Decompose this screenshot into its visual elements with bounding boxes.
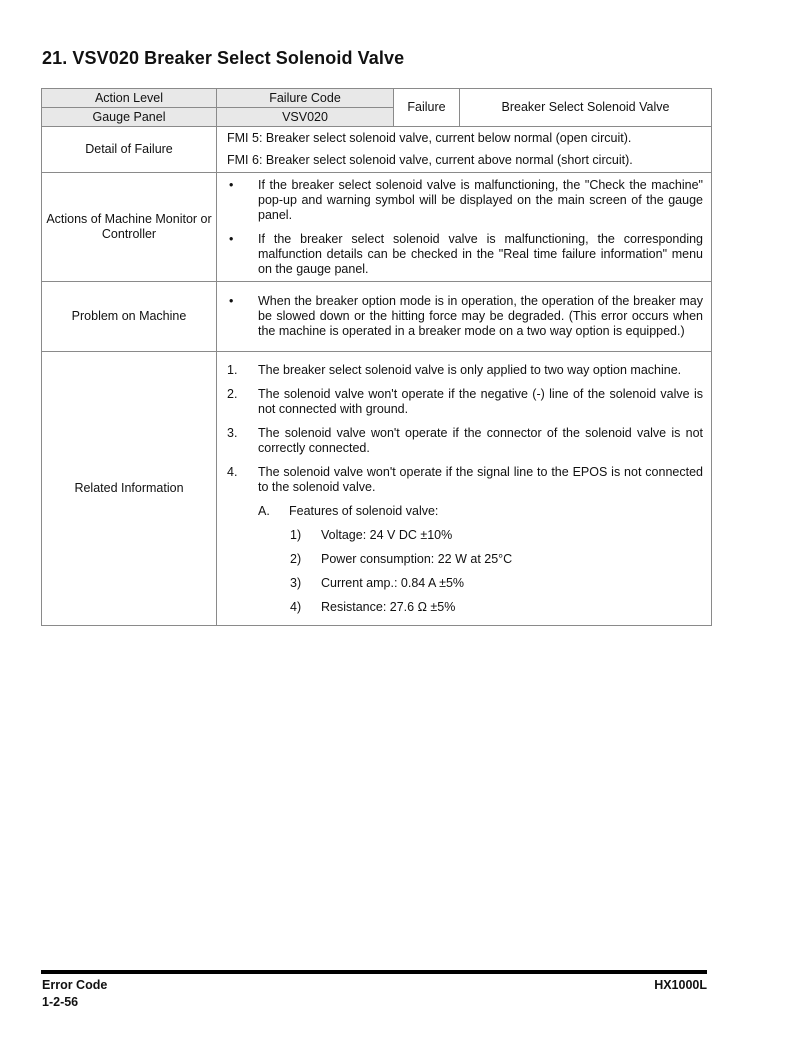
actions-row (42, 173, 712, 282)
feature-text: Current amp.: 0.84 A ±5% (321, 575, 465, 590)
item-marker: 3) (290, 575, 302, 590)
item-marker: 1) (290, 527, 302, 542)
related-subitem (258, 504, 703, 519)
item-marker: 2) (290, 551, 302, 566)
feature-text: Voltage: 24 V DC ±10% (321, 527, 453, 542)
feature-item (290, 576, 703, 591)
related-label: Related Information (42, 352, 217, 626)
action-level-label: Action Level (42, 89, 217, 108)
detail-row (42, 127, 712, 173)
fmi-6-text: FMI 6: Breaker select solenoid valve, current above normal (short circuit). (227, 153, 633, 167)
failure-value: Breaker Select Solenoid Valve (460, 89, 712, 127)
actions-item-text: If the breaker select solenoid valve is malfunctioning, the corresponding malfunction details can be checked in the "Real time failure information" menu on the gauge panel. (258, 231, 703, 276)
feature-item (290, 600, 703, 615)
related-row (42, 352, 712, 626)
actions-item (227, 178, 703, 223)
related-item (227, 387, 703, 417)
item-marker: 2. (227, 386, 238, 401)
related-item (227, 363, 703, 378)
bullet-marker: • (229, 177, 234, 192)
failure-label: Failure (394, 89, 460, 127)
detail-label: Detail of Failure (42, 127, 217, 173)
footer-divider (41, 970, 707, 974)
feature-item (290, 528, 703, 543)
failure-table (41, 88, 712, 626)
related-content (217, 352, 712, 626)
related-item-text: The solenoid valve won't operate if the connector of the solenoid valve is not correctly connected. (258, 425, 703, 455)
problem-content (217, 282, 712, 352)
failure-code-value: VSV020 (217, 108, 394, 127)
bullet-marker: • (229, 294, 234, 308)
related-item (227, 465, 703, 495)
related-subitem-text: Features of solenoid valve: (289, 503, 439, 518)
item-marker: 4. (227, 464, 238, 479)
fmi-5-text: FMI 5: Breaker select solenoid valve, current below normal (open circuit). (227, 131, 632, 145)
feature-text: Resistance: 27.6 Ω ±5% (321, 599, 456, 614)
actions-item (227, 232, 703, 277)
item-marker: 4) (290, 599, 302, 614)
header-row-1 (42, 89, 712, 108)
footer-page-number: 1-2-56 (42, 995, 79, 1009)
actions-content (217, 173, 712, 282)
problem-item (227, 294, 703, 339)
failure-code-label: Failure Code (217, 89, 394, 108)
problem-item-text: When the breaker option mode is in operation, the operation of the breaker may be slowed down or the hitting force may be degraded. (This error occurs when the machine is operated in a breaker mode on a two way option is equipped.) (258, 294, 703, 338)
item-marker: 1. (227, 362, 238, 377)
related-item-text: The solenoid valve won't operate if the negative (-) line of the solenoid valve is not connected with ground. (258, 386, 703, 416)
feature-item (290, 552, 703, 567)
page-title: 21. VSV020 Breaker Select Solenoid Valve (42, 48, 405, 68)
problem-row (42, 282, 712, 352)
actions-label: Actions of Machine Monitor or Controller (42, 173, 217, 282)
related-item-text: The solenoid valve won't operate if the signal line to the EPOS is not connected to the solenoid valve. (258, 464, 703, 494)
item-marker: 3. (227, 425, 238, 440)
detail-content (217, 127, 712, 173)
action-level-value: Gauge Panel (42, 108, 217, 127)
bullet-marker: • (229, 231, 234, 246)
actions-item-text: If the breaker select solenoid valve is malfunctioning, the "Check the machine" pop-up and warning symbol will be displayed on the main screen of the gauge panel. (258, 177, 703, 222)
item-marker: A. (258, 503, 270, 518)
footer-section: Error Code (42, 978, 108, 992)
problem-label: Problem on Machine (42, 282, 217, 352)
related-item-text: The breaker select solenoid valve is only applied to two way option machine. (258, 362, 682, 377)
related-item (227, 426, 703, 456)
feature-text: Power consumption: 22 W at 25°C (321, 551, 513, 566)
footer-model: HX1000L (654, 978, 707, 992)
